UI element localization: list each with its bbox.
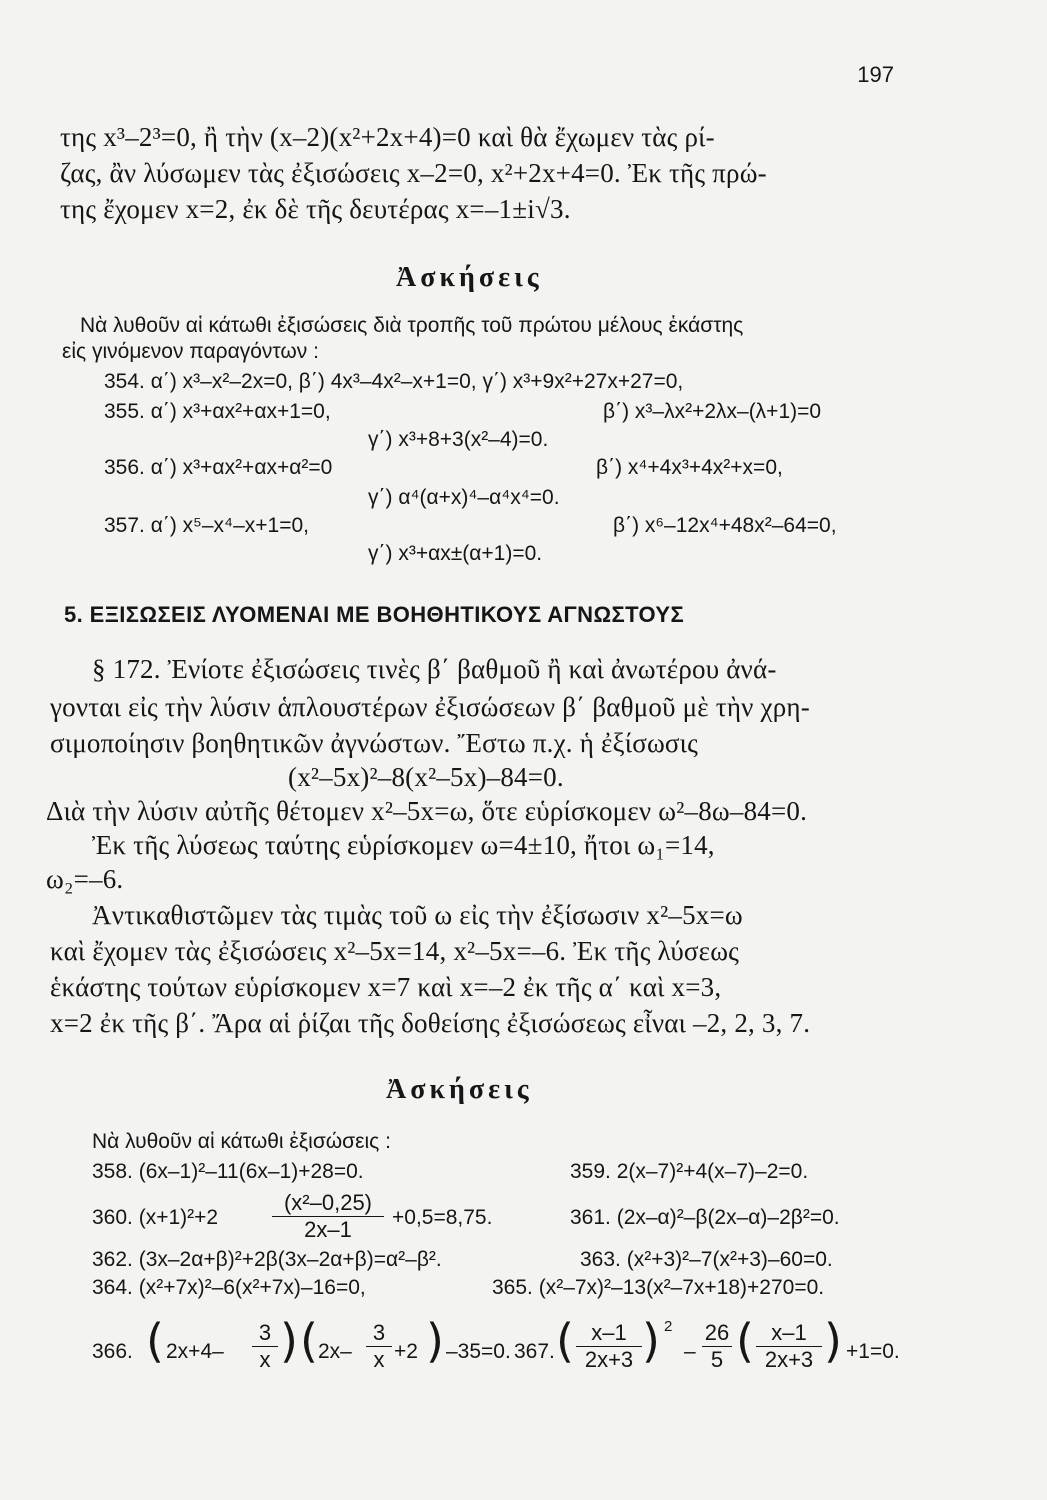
exercise-367-end: +1=0. [846, 1340, 900, 1363]
section-para-10: x=2 ἐκ τῆς β΄. Ἄρα αἱ ῥίζαι τῆς δοθείσης ἐξισώσεως εἶναι –2, 2, 3, 7. [50, 1008, 811, 1038]
intro-line-1: της x³–2³=0, ἢ τὴν (x–2)(x²+2x+4)=0 καὶ θὰ ἔχωμεν τὰς ρί- [60, 122, 715, 152]
fraction-denominator: x [373, 1347, 385, 1372]
exercises-heading-1: Ἀσκήσεις [396, 262, 543, 293]
intro-line-3: της ἔχομεν x=2, ἐκ δὲ τῆς δευτέρας x=–1±i√3. [60, 194, 571, 224]
fraction-denominator: x [259, 1347, 271, 1372]
exercise-366-label: 366. [92, 1340, 133, 1363]
fraction-numerator: 3 [366, 1320, 392, 1347]
fraction-numerator: 26 [702, 1320, 732, 1347]
exercise-364: 364. (x²+7x)²–6(x²+7x)–16=0, [92, 1276, 366, 1299]
close-paren: ) [280, 1314, 298, 1368]
open-paren: ( [146, 1314, 164, 1368]
section-para-8: καὶ ἔχομεν τὰς ἐξισώσεις x²–5x=14, x²–5x=–6. Ἐκ τῆς λύσεως [50, 936, 740, 966]
section-para-5: Ἐκ τῆς λύσεως ταύτης εὑρίσκομεν ω=4±10, ἤτοι ω₁=14, [92, 830, 715, 860]
section-para-4: Διὰ τὴν λύσιν αὐτῆς θέτομεν x²–5x=ω, ὅτε εὑρίσκομεν ω²–8ω–84=0. [46, 796, 808, 826]
section-para-3: σιμοποίησιν βοηθητικῶν ἀγνώστων. Ἔστω π.χ. ἡ ἐξίσωσις [50, 728, 699, 758]
exercise-360-suffix: +0,5=8,75. [392, 1206, 493, 1229]
open-paren: ( [736, 1314, 754, 1368]
open-paren: ( [300, 1314, 318, 1368]
fraction-numerator: x–1 [576, 1320, 642, 1347]
exercise-359: 359. 2(x–7)²+4(x–7)–2=0. [570, 1160, 809, 1183]
section-para-2: γονται εἰς τὴν λύσιν ἁπλουστέρων ἐξισώσεων β΄ βαθμοῦ μὲ τὴν χρη- [50, 692, 810, 722]
section-equation: (x²–5x)²–8(x²–5x)–84=0. [288, 762, 564, 792]
exercise-356c: γ΄) α⁴(α+x)⁴–α⁴x⁴=0. [368, 486, 560, 509]
exercise-367-fraction-3 [756, 1320, 822, 1373]
exercise-356b: β΄) x⁴+4x³+4x²+x=0, [596, 456, 783, 479]
exercise-365: 365. (x²–7x)²–13(x²–7x+18)+270=0. [492, 1276, 825, 1299]
section-para-9: ἑκάστης τούτων εὑρίσκομεν x=7 καὶ x=–2 ἐκ τῆς α΄ καὶ x=3, [50, 972, 722, 1002]
exercise-366-part-b: 2x– [318, 1340, 352, 1363]
fraction-denominator: 2x+3 [764, 1347, 814, 1372]
exercise-366-fraction-2 [366, 1320, 392, 1373]
exercise-355b: β΄) x³–λx²+2λx–(λ+1)=0 [603, 400, 822, 423]
fraction-denominator: 5 [710, 1347, 724, 1372]
exercise-367-fraction-1 [576, 1320, 642, 1373]
exercise-366-part-a: 2x+4– [166, 1340, 224, 1363]
exercises-instruction-1a: Νὰ λυθοῦν αἱ κάτωθι ἐξισώσεις διὰ τροπῆς τοῦ πρώτου μέλους ἑκάστης [80, 314, 744, 337]
close-paren: ) [426, 1314, 444, 1368]
exercise-361: 361. (2x–α)²–β(2x–α)–2β²=0. [570, 1206, 840, 1229]
exercise-356a: 356. α΄) x³+αx²+αx+α²=0 [104, 456, 333, 479]
exercise-354: 354. α΄) x³–x²–2x=0, β΄) 4x³–4x²–x+1=0, γ΄) x³+9x²+27x+27=0, [104, 370, 684, 393]
exercises-instruction-2: Νὰ λυθοῦν αἱ κάτωθι ἐξισώσεις : [92, 1130, 391, 1153]
exercise-355a: 355. α΄) x³+αx²+αx+1=0, [104, 400, 331, 423]
fraction-numerator: 3 [252, 1320, 278, 1347]
fraction-denominator: 2x–1 [304, 1217, 352, 1242]
open-paren: ( [556, 1314, 574, 1368]
exercise-367-minus: – [684, 1340, 696, 1363]
exercise-360-fraction [272, 1190, 384, 1243]
section-para-7: Ἀντικαθιστῶμεν τὰς τιμὰς τοῦ ω εἰς τὴν ἐξίσωσιν x²–5x=ω [92, 900, 743, 930]
exercises-instruction-1b: εἰς γινόμενον παραγόντων : [62, 340, 319, 363]
exercise-357b: β΄) x⁶–12x⁴+48x²–64=0, [613, 514, 837, 537]
exercise-360-prefix: 360. (x+1)²+2 [92, 1206, 219, 1229]
exercise-363: 363. (x²+3)²–7(x²+3)–60=0. [580, 1248, 833, 1271]
close-paren: ) [824, 1314, 842, 1368]
exercise-366-fraction-1 [252, 1320, 278, 1373]
exercise-366-part-d: –35=0. [446, 1340, 511, 1363]
close-paren: ) [642, 1314, 660, 1368]
exercise-367-label: 367. [514, 1340, 555, 1363]
exercise-358: 358. (6x–1)²–11(6x–1)+28=0. [92, 1160, 364, 1183]
fraction-numerator: (x²–0,25) [272, 1190, 384, 1217]
section-para-6: ω₂=–6. [46, 864, 124, 894]
fraction-denominator: 2x+3 [584, 1347, 634, 1372]
exercises-heading-2: Ἀσκήσεις [386, 1074, 533, 1105]
exercise-367-exponent: 2 [664, 1318, 673, 1335]
page-number: 197 [857, 62, 894, 87]
exercise-357c: γ΄) x³+αx±(α+1)=0. [368, 542, 543, 565]
exercise-367-fraction-2 [702, 1320, 732, 1373]
fraction-numerator: x–1 [756, 1320, 822, 1347]
exercise-357a: 357. α΄) x⁵–x⁴–x+1=0, [104, 514, 309, 537]
intro-line-2: ζας, ἂν λύσωμεν τὰς ἐξισώσεις x–2=0, x²+2x+4=0. Ἐκ τῆς πρώ- [60, 158, 767, 188]
exercise-362: 362. (3x–2α+β)²+2β(3x–2α+β)=α²–β². [92, 1248, 442, 1271]
exercise-355c: γ΄) x³+8+3(x²–4)=0. [368, 428, 549, 451]
section-para-1: § 172. Ἐνίοτε ἐξισώσεις τινὲς β΄ βαθμοῦ ἢ καὶ ἀνωτέρου ἀνά- [92, 654, 777, 684]
exercise-366-part-c: +2 [394, 1340, 418, 1363]
section-title: 5. ΕΞΙΣΩΣΕΙΣ ΛΥΟΜΕΝΑΙ ΜΕ ΒΟΗΘΗΤΙΚΟΥΣ ΑΓΝΩΣΤΟΥΣ [64, 602, 685, 627]
